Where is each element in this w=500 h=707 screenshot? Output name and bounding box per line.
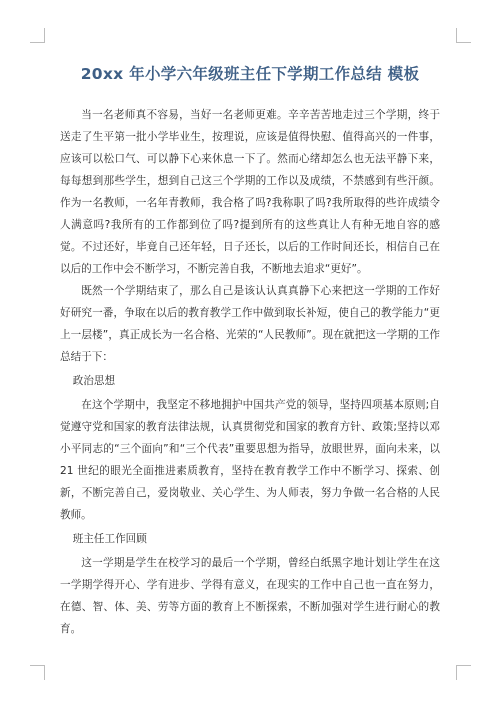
class-teacher-paragraph: 这一学期是学生在校学习的最后一个学期，曾经白纸黑字地计划让学生在这一学期学得开心、学有进步、学得有意义，在现实的工作中自己也一直在努力，在德、智、体、美、劳等方面的教育上不断探索，不断加强对学生进行耐心的教育。	[60, 557, 440, 635]
document-body	[60, 104, 440, 640]
crop-mark-top-right	[456, 28, 471, 43]
section-heading-class-teacher: 班主任工作回顾	[72, 533, 147, 545]
overview-paragraph: 既然一个学期结束了，那么自己是该认认真真静下心来把这一学期的工作好好研究一番，争取在以后的教育教学工作中做到取长补短，使自己的教学能力“更上一层楼”，真正成长为一名合格、光荣的“人民教师”。现在就把这一学期的工作总结于下：	[60, 285, 440, 363]
intro-paragraph: 当一名老师真不容易，当好一名老师更难。辛辛苦苦地走过三个学期，终于送走了生平第一批小学毕业生，按理说，应该是值得快慰、值得高兴的一件事，应该可以松口气、可以静下心来休息一下了。然而心绪却怎么也无法平静下来，每每想到那些学生，想到自己这三个学期的工作以及成绩，不禁感到有些汗颜。作为一名教师，一名年青教师，我合格了吗?我称职了吗?我所取得的些许成绩令人满意吗?我所有的工作都到位了吗?提到所有的这些真让人有种无地自容的感觉。不过还好，毕竟自己还年轻，日子还长，以后的工作时间还长，相信自己在以后的工作中会不断学习，不断完善自我，不断地去追求“更好”。	[60, 109, 440, 275]
section-heading-political: 政治思想	[72, 375, 116, 387]
crop-mark-bottom-right	[456, 665, 471, 680]
crop-mark-top-left	[30, 28, 45, 43]
crop-mark-bottom-left	[30, 665, 45, 680]
political-paragraph: 在这个学期中，我坚定不移地拥护中国共产党的领导，坚持四项基本原则;自觉遵守党和国家的教育法律法规，认真贯彻党和国家的教育方针、政策;坚持以邓小平同志的“三个面向”和“三个代表”重要思想为指导，放眼世界，面向未来，以 21 世纪的眼光全面推进素质教育，坚持在教育教学工作中不断学习、探索、创新，不断完善自己，爱岗敬业、关心学生、为人师表，努力争做一名合格的人民教师。	[60, 399, 440, 521]
document-title: 20xx 年小学六年级班主任下学期工作总结 模板	[80, 65, 420, 83]
